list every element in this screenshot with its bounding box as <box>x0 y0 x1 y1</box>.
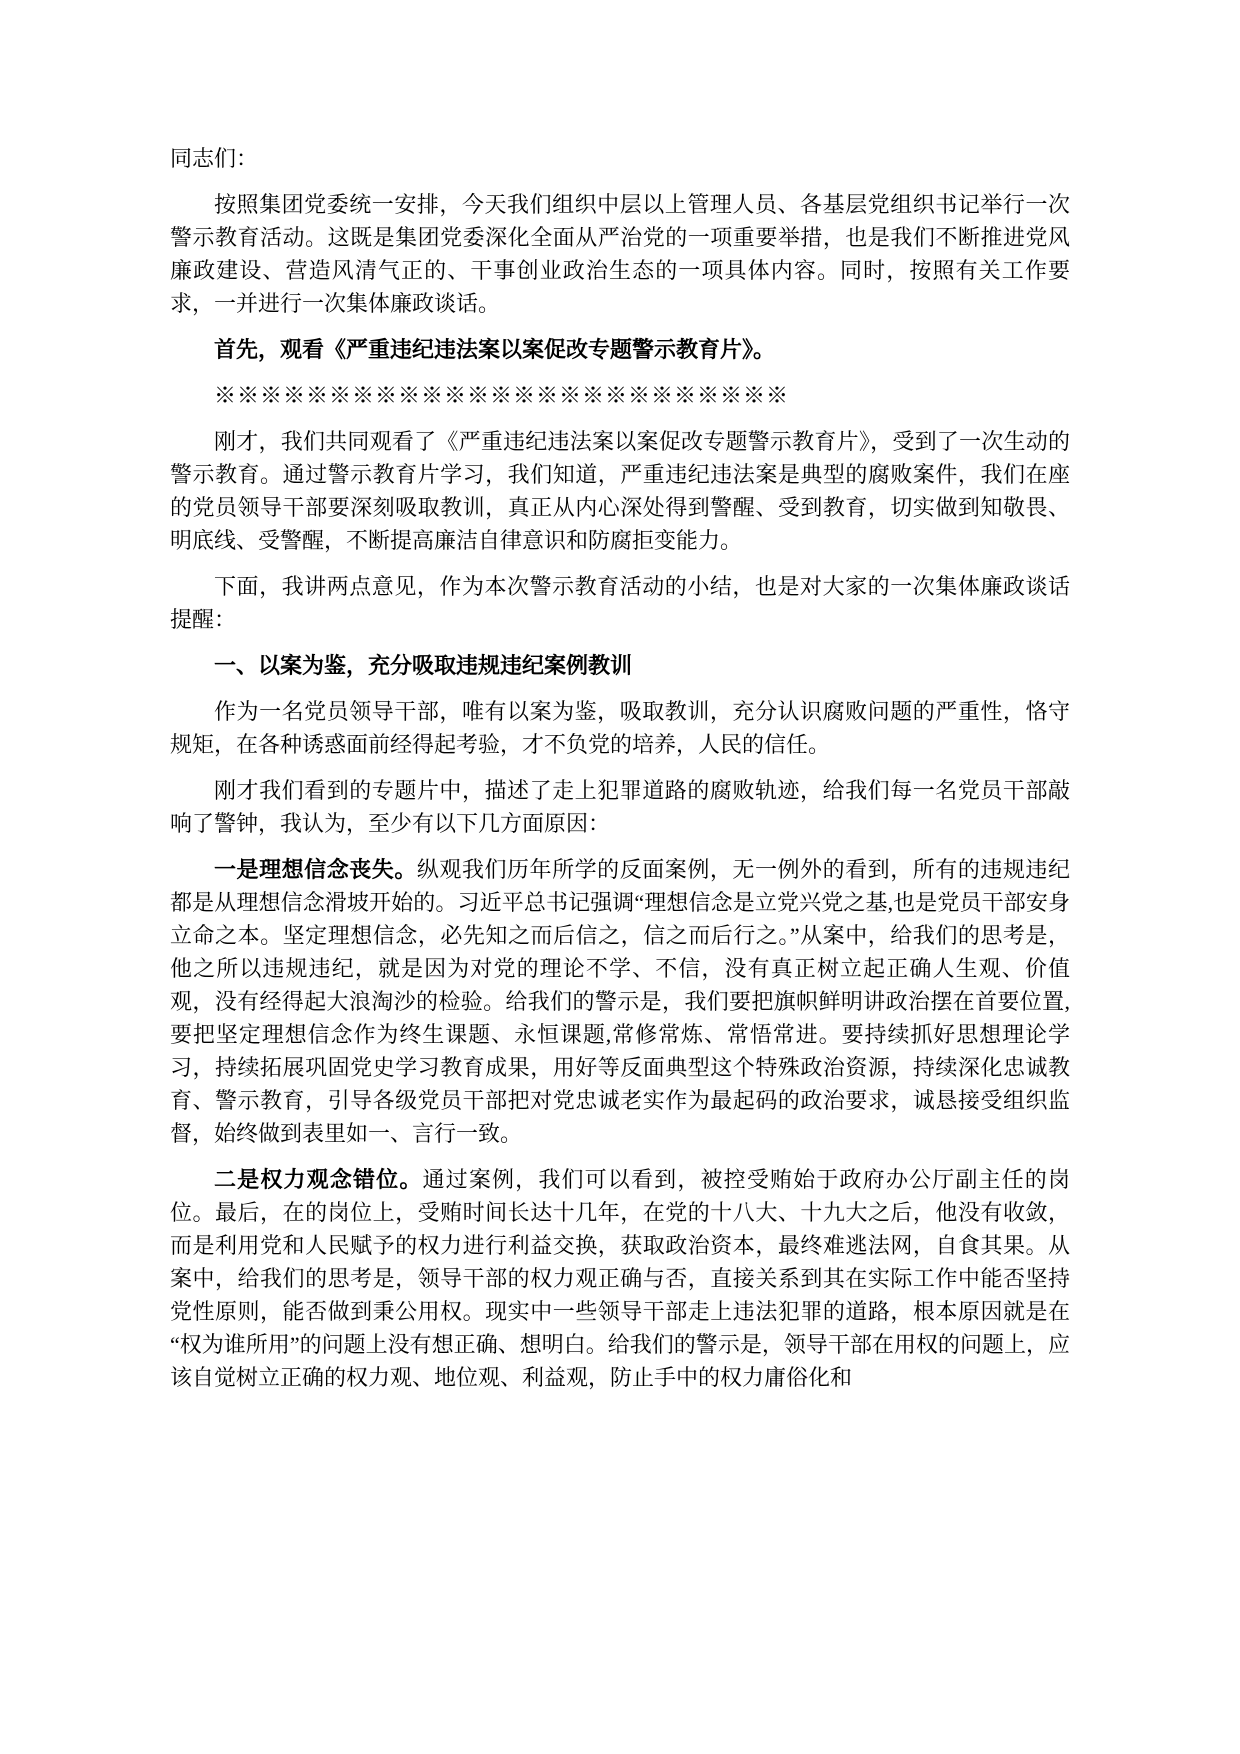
reason-1-lead: 一是理想信念丧失。 <box>214 857 417 882</box>
paragraph-section1-lesson: 作为一名党员领导干部，唯有以案为鉴，吸取教训，充分认识腐败问题的严重性，恪守规矩，在各种诱惑面前经得起考验，才不负党的培养，人民的信任。 <box>170 699 1070 757</box>
salutation: 同志们： <box>170 146 259 171</box>
paragraph-intro: 按照集团党委统一安排，今天我们组织中层以上管理人员、各基层党组织书记举行一次警示教育活动。这既是集团党委深化全面从严治党的一项重要举措，也是我们不断推进党风廉政建设、营造风清气正的、干事创业政治生态的一项具体内容。同时，按照有关工作要求，一并进行一次集体廉政谈话。 <box>170 192 1070 316</box>
heading-watch-film: 首先，观看《严重违纪违法案以案促改专题警示教育片》。 <box>214 337 776 362</box>
paragraph-two-points: 下面，我讲两点意见，作为本次警示教育活动的小结，也是对大家的一次集体廉政谈话提醒： <box>170 574 1070 632</box>
paragraph-reason-1 <box>170 853 1070 1150</box>
paragraph-recap: 刚才，我们共同观看了《严重违纪违法案以案促改专题警示教育片》，受到了一次生动的警示教育。通过警示教育片学习，我们知道，严重违纪违法案是典型的腐败案件，我们在座的党员领导干部要深刻吸取教训，真正从内心深处得到警醒、受到教育，切实做到知敬畏、明底线、受警醒，不断提高廉洁自律意识和防腐拒变能力。 <box>170 429 1070 553</box>
separator-symbols: ※※※※※※※※※※※※※※※※※※※※※※※※※ <box>214 383 790 408</box>
reason-1-text: 纵观我们历年所学的反面案例，无一例外的看到，所有的违规违纪都是从理想信念滑坡开始的。习近平总书记强调“理想信念是立党兴党之基,也是党员干部安身立命之本。坚定理想信念，必先知之而后信之，信之而后行之。”从案中，给我们的思考是，他之所以违规违纪，就是因为对党的理论不学、不信，没有真正树立起正确人生观、价值观，没有经得起大浪淘沙的检验。给我们的警示是，我们要把旗帜鲜明讲政治摆在首要位置,要把坚定理想信念作为终生课题、永恒课题,常修常炼、常悟常进。要持续抓好思想理论学习，持续拓展巩固党史学习教育成果，用好等反面典型这个特殊政治资源，持续深化忠诚教育、警示教育，引导各级党员干部把对党忠诚老实作为最起码的政治要求，诚恳接受组织监督，始终做到表里如一、言行一致。 <box>170 857 1070 1146</box>
reason-2-lead: 二是权力观念错位。 <box>214 1167 423 1192</box>
section-heading-1: 一、以案为鉴，充分吸取违规违纪案例教训 <box>214 653 633 678</box>
paragraph-section1-reasons: 刚才我们看到的专题片中，描述了走上犯罪道路的腐败轨迹，给我们每一名党员干部敲响了警钟，我认为，至少有以下几方面原因： <box>170 778 1070 836</box>
reason-2-text: 通过案例，我们可以看到，被控受贿始于政府办公厅副主任的岗位。最后，在的岗位上，受贿时间长达十几年，在党的十八大、十九大之后，他没有收敛，而是利用党和人民赋予的权力进行利益交换，获取政治资本，最终难逃法网，自食其果。从案中，给我们的思考是，领导干部的权力观正确与否，直接关系到其在实际工作中能否坚持党性原则，能否做到秉公用权。现实中一些领导干部走上违法犯罪的道路，根本原因就是在“权为谁所用”的问题上没有想正确、想明白。给我们的警示是，领导干部在用权的问题上，应该自觉树立正确的权力观、地位观、利益观，防止手中的权力庸俗化和 <box>170 1167 1070 1390</box>
paragraph-reason-2 <box>170 1163 1070 1394</box>
